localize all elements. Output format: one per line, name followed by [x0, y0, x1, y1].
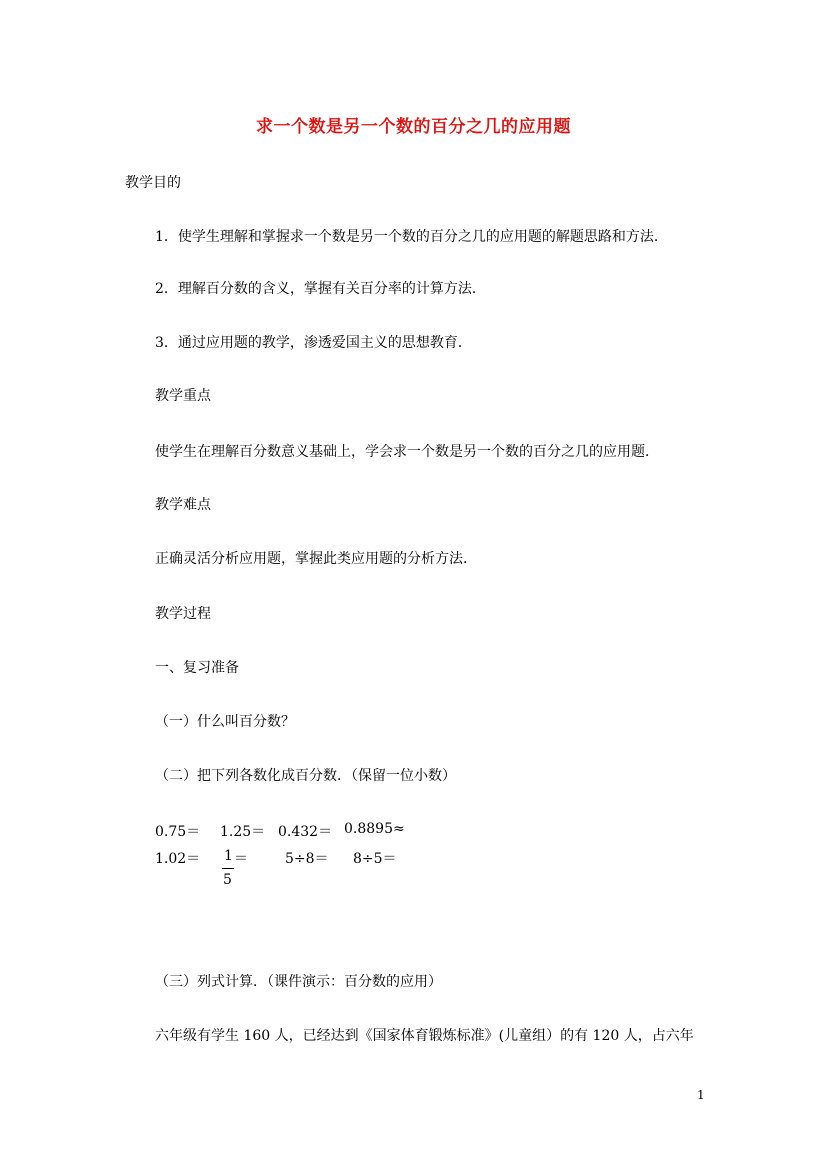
- goal-heading: 教学目的: [125, 175, 181, 191]
- exercise-4: 0.8895≈: [344, 821, 405, 837]
- fraction-denominator: 5: [223, 872, 232, 888]
- difficulty-heading: 教学难点: [155, 497, 211, 513]
- question-1: （一）什么叫百分数？: [155, 714, 295, 730]
- exercise-6: 5÷8＝: [285, 851, 329, 867]
- key-text: 使学生在理解百分数意义基础上，学会求一个数是另一个数的百分之几的应用题．: [155, 444, 659, 460]
- exercise-5: 1.02＝: [155, 851, 201, 867]
- process-heading: 教学过程: [155, 606, 211, 622]
- exercise-1: 0.75＝: [155, 824, 201, 840]
- key-heading: 教学重点: [155, 388, 211, 404]
- part-1-heading: 一、复习准备: [155, 660, 239, 676]
- fraction-numerator: 1: [224, 848, 233, 864]
- question-2: （二）把下列各数化成百分数．（保留一位小数）: [155, 768, 456, 784]
- goal-item-3: 3．通过应用题的教学，渗透爱国主义的思想教育．: [155, 335, 472, 351]
- goal-item-2: 2．理解百分数的含义，掌握有关百分率的计算方法．: [155, 281, 486, 297]
- exercise-2: 1.25＝: [220, 824, 266, 840]
- document-title: 求一个数是另一个数的百分之几的应用题: [256, 117, 571, 137]
- fraction-equals: ＝: [234, 851, 248, 867]
- question-3: （三）列式计算．（课件演示：百分数的应用）: [155, 974, 442, 990]
- page-number: 1: [697, 1088, 705, 1102]
- difficulty-text: 正确灵活分析应用题，掌握此类应用题的分析方法．: [155, 551, 477, 567]
- problem-text: 六年级有学生 160 人，已经达到《国家体育锻炼标准》(儿童组）的有 120 人，占六年: [155, 1028, 694, 1044]
- goal-item-1: 1．使学生理解和掌握求一个数是另一个数的百分之几的应用题的解题思路和方法．: [155, 229, 668, 245]
- exercise-3: 0.432＝: [278, 824, 333, 840]
- fraction-bar: [222, 868, 234, 869]
- exercise-7: 8÷5＝: [353, 851, 397, 867]
